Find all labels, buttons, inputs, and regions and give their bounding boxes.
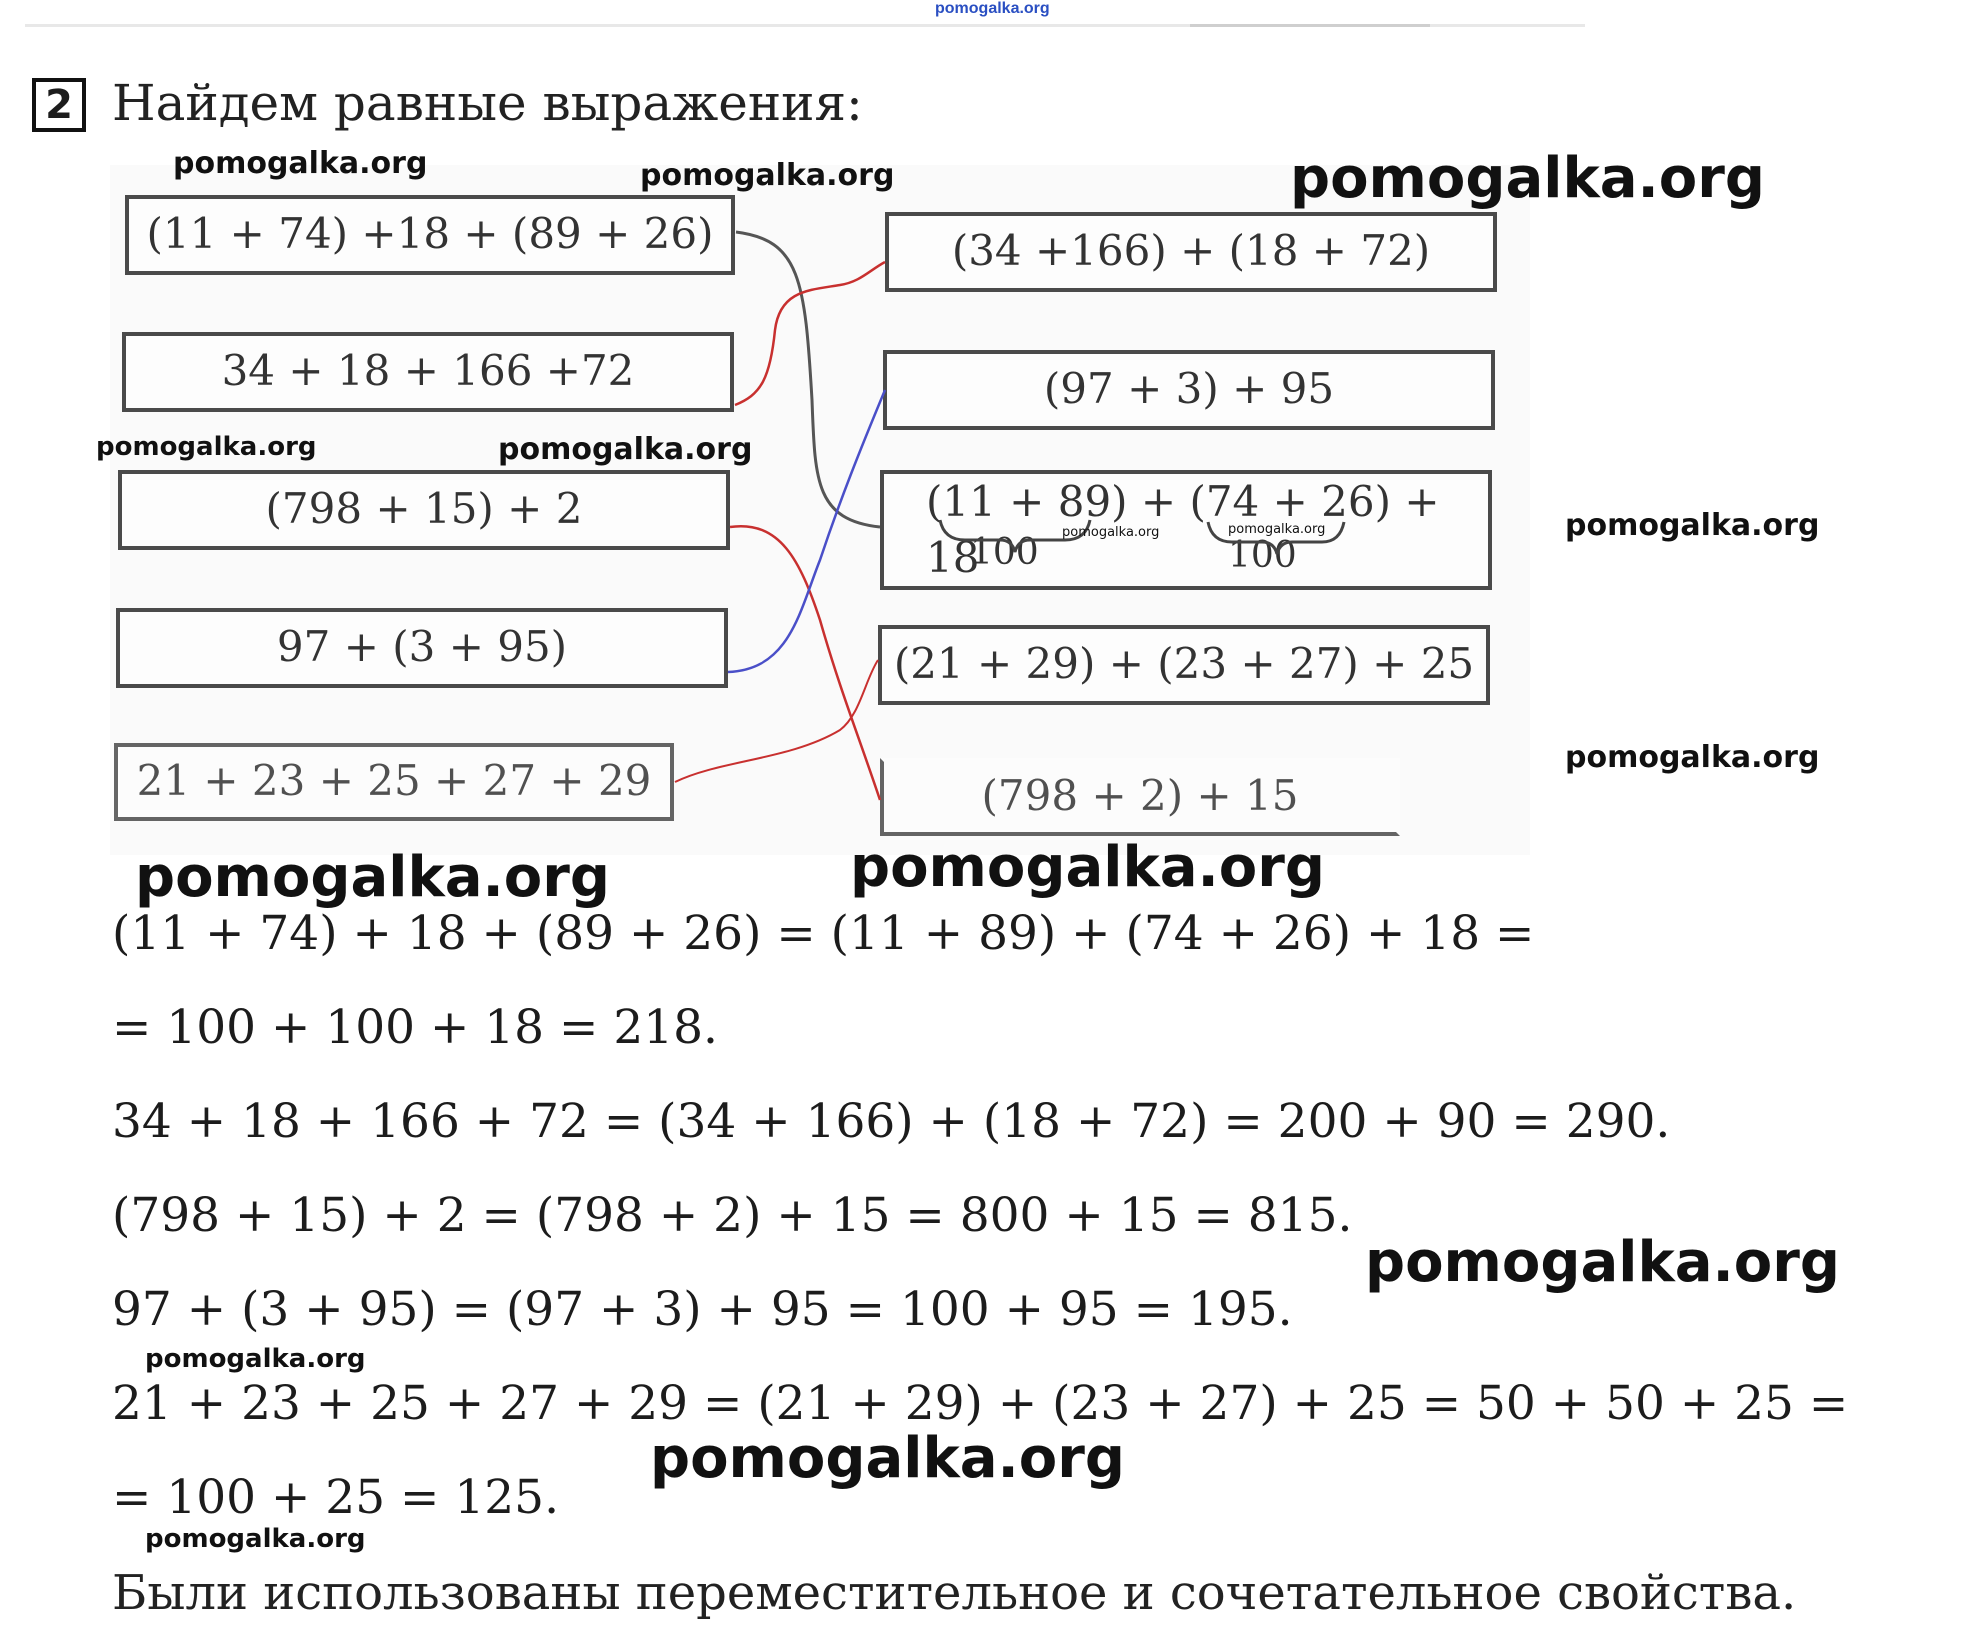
left-expression-box: 97 + (3 + 95) <box>116 608 728 688</box>
equation-line: = 100 + 25 = 125. <box>112 1470 560 1525</box>
task-number: 2 <box>32 78 86 132</box>
task-title: Найдем равные выражения: <box>112 74 863 132</box>
watermark: pomogalka.org <box>1565 740 1820 775</box>
right-expression-box: (21 + 29) + (23 + 27) + 25 <box>878 625 1490 705</box>
brace-sum-label: 100 <box>1228 535 1297 576</box>
watermark: pomogalka.org <box>96 432 317 462</box>
watermark: pomogalka.org <box>173 146 428 181</box>
header-watermark: pomogalka.org <box>935 0 1050 17</box>
connector-line-red <box>675 660 878 782</box>
conclusion-text: Были использованы переместительное и сочетательное свойства. <box>112 1565 1797 1621</box>
watermark: pomogalka.org <box>640 158 895 193</box>
watermark: pomogalka.org <box>145 1524 366 1554</box>
equation-line: 34 + 18 + 166 + 72 = (34 + 166) + (18 + 72) = 200 + 90 = 290. <box>112 1094 1671 1149</box>
watermark: pomogalka.org <box>135 845 610 910</box>
watermark: pomogalka.org <box>145 1344 366 1374</box>
right-expression-box: (34 +166) + (18 + 72) <box>885 212 1497 292</box>
right-expression-box: (97 + 3) + 95 <box>883 350 1495 430</box>
left-expression-box: 34 + 18 + 166 +72 <box>122 332 734 412</box>
left-expression-box: (11 + 74) +18 + (89 + 26) <box>125 195 735 275</box>
right-expression-box: (11 + 89) + (74 + 26) + 18 <box>880 470 1492 590</box>
connector-line-dark <box>736 232 880 527</box>
right-expression-box: (798 + 2) + 15 <box>880 758 1400 836</box>
watermark: pomogalka.org <box>1565 508 1820 543</box>
equation-line: 21 + 23 + 25 + 27 + 29 = (21 + 29) + (23 + 27) + 25 = 50 + 50 + 25 = <box>112 1376 1849 1431</box>
equation-line: 97 + (3 + 95) = (97 + 3) + 95 = 100 + 95 = 195. <box>112 1282 1293 1337</box>
equation-line: (11 + 74) + 18 + (89 + 26) = (11 + 89) + (74 + 26) + 18 = <box>112 906 1535 961</box>
watermark: pomogalka.org <box>1290 146 1765 211</box>
brace-sum-label: 100 <box>970 532 1039 573</box>
watermark: pomogalka.org <box>1062 525 1160 540</box>
watermark: pomogalka.org <box>1365 1230 1840 1295</box>
watermark: pomogalka.org <box>850 835 1325 900</box>
watermark: pomogalka.org <box>650 1426 1125 1491</box>
equation-line: (798 + 15) + 2 = (798 + 2) + 15 = 800 + 15 = 815. <box>112 1188 1353 1243</box>
left-expression-box: 21 + 23 + 25 + 27 + 29 <box>114 743 674 821</box>
equation-line: = 100 + 100 + 18 = 218. <box>112 1000 718 1055</box>
left-expression-box: (798 + 15) + 2 <box>118 470 730 550</box>
watermark: pomogalka.org <box>1228 522 1326 537</box>
watermark: pomogalka.org <box>498 432 753 467</box>
